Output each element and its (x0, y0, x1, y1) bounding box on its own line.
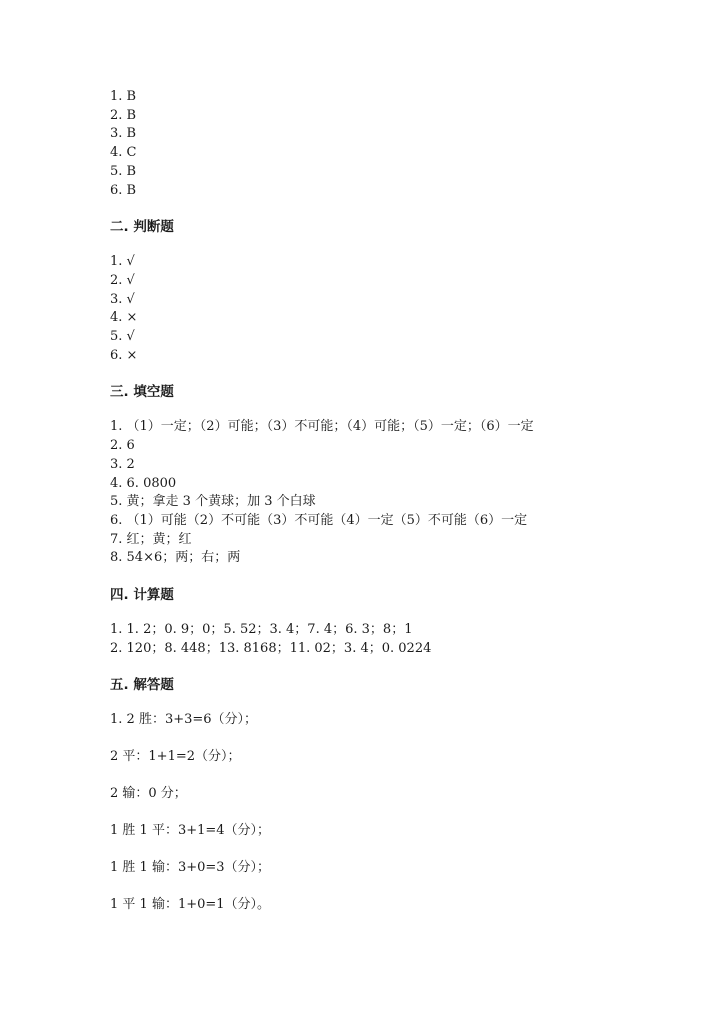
calculation-answers (110, 621, 670, 658)
fill-blank-heading: 三. 填空题 (110, 384, 174, 401)
fill-blank-answer-6: 6. （1）可能（2）不可能（3）不可能（4）一定（5）不可能（6）一定 (110, 512, 528, 528)
solution-section (110, 675, 670, 914)
judgement-section (110, 217, 670, 365)
fill-blank-answer-3: 3. 2 (110, 456, 135, 472)
judgement-answer-2: 2. √ (110, 272, 135, 288)
answer-document (110, 88, 670, 933)
choice-answer-3: 3. B (110, 126, 137, 142)
solution-line-5: 1 胜 1 输：3+0=3（分）； (110, 860, 271, 876)
solution-line-4: 1 胜 1 平：3+1=4（分）； (110, 823, 271, 839)
fill-blank-answer-7: 7. 红；黄；红 (110, 531, 192, 547)
judgement-heading: 二. 判断题 (110, 219, 174, 236)
fill-blank-answer-4: 4. 6. 0800 (110, 475, 177, 491)
solution-line-3: 2 输：0 分； (110, 786, 187, 802)
choice-answers (110, 88, 670, 200)
choice-answer-2: 2. B (110, 107, 137, 123)
judgement-answer-5: 5. √ (110, 329, 135, 345)
judgement-answer-6: 6. × (110, 347, 138, 363)
fill-blank-answer-1: 1. （1）一定；（2）可能；（3）不可能；（4）可能；（5）一定；（6）一定 (110, 419, 534, 435)
fill-blank-answer-5: 5. 黄；拿走 3 个黄球；加 3 个白球 (110, 494, 316, 510)
judgement-answer-4: 4. × (110, 310, 138, 326)
fill-blank-answer-2: 2. 6 (110, 438, 135, 454)
choice-answer-6: 6. B (110, 182, 137, 198)
fill-blank-answer-8: 8. 54×6；两；右；两 (110, 550, 241, 566)
judgement-answers (110, 253, 670, 365)
solution-answers (110, 711, 670, 914)
calculation-heading: 四. 计算题 (110, 587, 174, 604)
fill-blank-section (110, 382, 670, 568)
solution-line-6: 1 平 1 输：1+0=1（分）。 (110, 897, 271, 913)
calculation-section (110, 585, 670, 658)
calculation-answer-2: 2. 120；8. 448；13. 8168；11. 02；3. 4；0. 0224 (110, 640, 432, 656)
judgement-answer-1: 1. √ (110, 254, 135, 270)
calculation-answer-1: 1. 1. 2；0. 9；0；5. 52；3. 4；7. 4；6. 3；8；1 (110, 622, 413, 638)
fill-blank-answers (110, 418, 670, 568)
solution-heading: 五. 解答题 (110, 677, 174, 694)
choice-answer-5: 5. B (110, 163, 137, 179)
judgement-answer-3: 3. √ (110, 291, 135, 307)
solution-line-1: 1. 2 胜：3+3=6（分）； (110, 712, 258, 728)
choice-answer-4: 4. C (110, 145, 137, 161)
choice-answer-1: 1. B (110, 89, 137, 104)
solution-line-2: 2 平：1+1=2（分）； (110, 749, 241, 765)
